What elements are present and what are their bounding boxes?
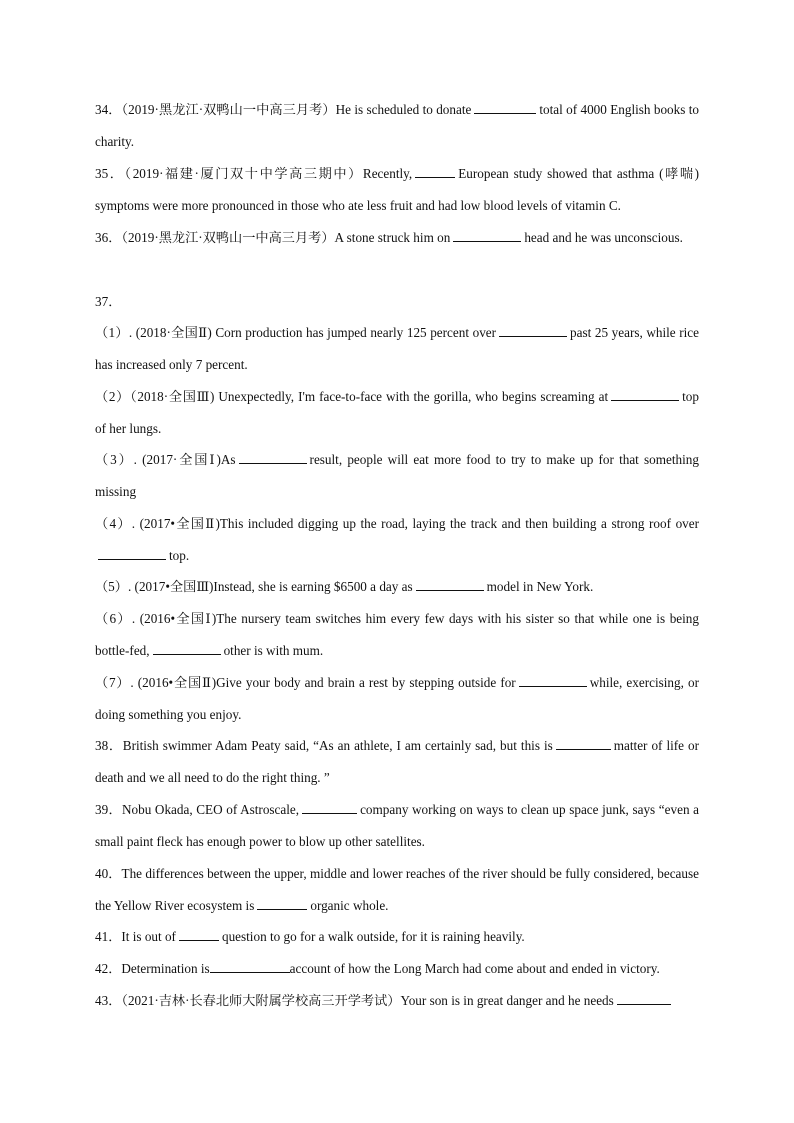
answer-blank (179, 927, 219, 941)
answer-blank (499, 323, 567, 337)
question-text-cont: organic whole. (310, 898, 389, 913)
question-text: 34．（2019·黑龙江·双鸭山一中高三月考）He is scheduled to donate (95, 102, 472, 117)
answer-blank (153, 641, 221, 655)
question-text: 36．（2019·黑龙江·双鸭山一中高三月考）A stone struck him on (95, 230, 451, 245)
answer-blank (239, 450, 307, 464)
question-39 (95, 794, 703, 858)
question-41 (95, 921, 699, 953)
answer-blank (257, 896, 307, 910)
question-text-cont: top of her lungs. (95, 389, 703, 436)
question-number: 37． (95, 294, 122, 309)
question-text-cont: result, people will eat more food to try to make up for that something missing (95, 452, 703, 499)
question-text: （5）. (2017•全国Ⅲ)Instead, she is earning $6500 a day as (95, 579, 413, 594)
question-text-cont: company working on ways to clean up space junk, says “even a small paint fleck has enough power to blow up other satellites. (95, 802, 703, 849)
answer-blank (611, 387, 679, 401)
question-text-cont: head and he was unconscious. (524, 230, 683, 245)
answer-blank (617, 991, 671, 1005)
question-text: （6）. (2016•全国Ⅰ)The nursery team switches him every few days with his sister so that while one is being bottle-fed, (95, 611, 703, 658)
question-text-cont: question to go for a walk outside, for it is raining heavily. (221, 929, 525, 944)
question-38 (95, 730, 703, 794)
question-text-cont: top. (169, 548, 190, 563)
question-text: 43．（2021·吉林·长春北师大附属学校高三开学考试）Your son is in great danger and he needs (95, 993, 614, 1008)
answer-blank (415, 164, 455, 178)
question-37-2 (95, 381, 703, 445)
question-37-6 (95, 603, 703, 667)
question-text-cont: European study showed that asthma (哮喘) symptoms were more pronounced in those who ate less fruit and had low blood levels of vitamin C. (95, 166, 703, 213)
question-43 (95, 985, 699, 1017)
question-text: 42．Determination is (95, 961, 210, 976)
question-37-5 (95, 571, 699, 603)
question-37-1 (95, 317, 703, 381)
question-37-4 (95, 508, 699, 572)
answer-blank (98, 546, 166, 560)
answer-blank (453, 228, 521, 242)
question-text-cont: while, exercising, or doing something you enjoy. (95, 675, 703, 722)
question-text-cont: total of 4000 English books to charity. (95, 102, 703, 149)
question-35 (95, 158, 703, 222)
question-text: 41．It is out of (95, 929, 176, 944)
question-text: 35．（2019·福建·厦门双十中学高三期中）Recently, (95, 166, 413, 181)
question-text-cont: matter of life or death and we all need to do the right thing. ” (95, 738, 703, 785)
answer-blank (416, 577, 484, 591)
question-text: （4）. (2017•全国Ⅱ)This included digging up the road, laying the track and then building a strong roof over (95, 516, 699, 531)
question-text: （7）. (2016•全国Ⅱ)Give your body and brain a rest by stepping outside for (95, 675, 516, 690)
answer-blank (474, 100, 536, 114)
question-text: 38．British swimmer Adam Peaty said, “As an athlete, I am certainly sad, but this is (95, 738, 553, 753)
answer-blank (210, 959, 290, 973)
answer-blank (302, 800, 357, 814)
question-text-cont: account of how the Long March had come about and ended in victory. (289, 961, 660, 976)
question-40 (95, 858, 703, 922)
question-text-cont: model in New York. (486, 579, 594, 594)
question-37-3 (95, 444, 703, 508)
question-36 (95, 222, 699, 254)
answer-blank (519, 673, 587, 687)
question-text: 39．Nobu Okada, CEO of Astroscale, (95, 802, 300, 817)
question-text-cont: other is with mum. (223, 643, 324, 658)
question-text: 40．The differences between the upper, middle and lower reaches of the river should be fully considered, because the Yellow River ecosystem is (95, 866, 703, 913)
question-text: （2）（2018·全国Ⅲ) Unexpectedly, I'm face-to-face with the gorilla, who begins screaming at (95, 389, 609, 404)
question-37 (95, 286, 699, 318)
question-34 (95, 94, 703, 158)
question-text: （1）. (2018·全国Ⅱ) Corn production has jumped nearly 125 percent over (95, 325, 497, 340)
question-42 (95, 953, 699, 985)
question-text: （3）. (2017·全国Ⅰ)As (95, 452, 236, 467)
question-37-7 (95, 667, 703, 731)
question-text-cont: past 25 years, while rice has increased only 7 percent. (95, 325, 703, 372)
answer-blank (556, 736, 611, 750)
